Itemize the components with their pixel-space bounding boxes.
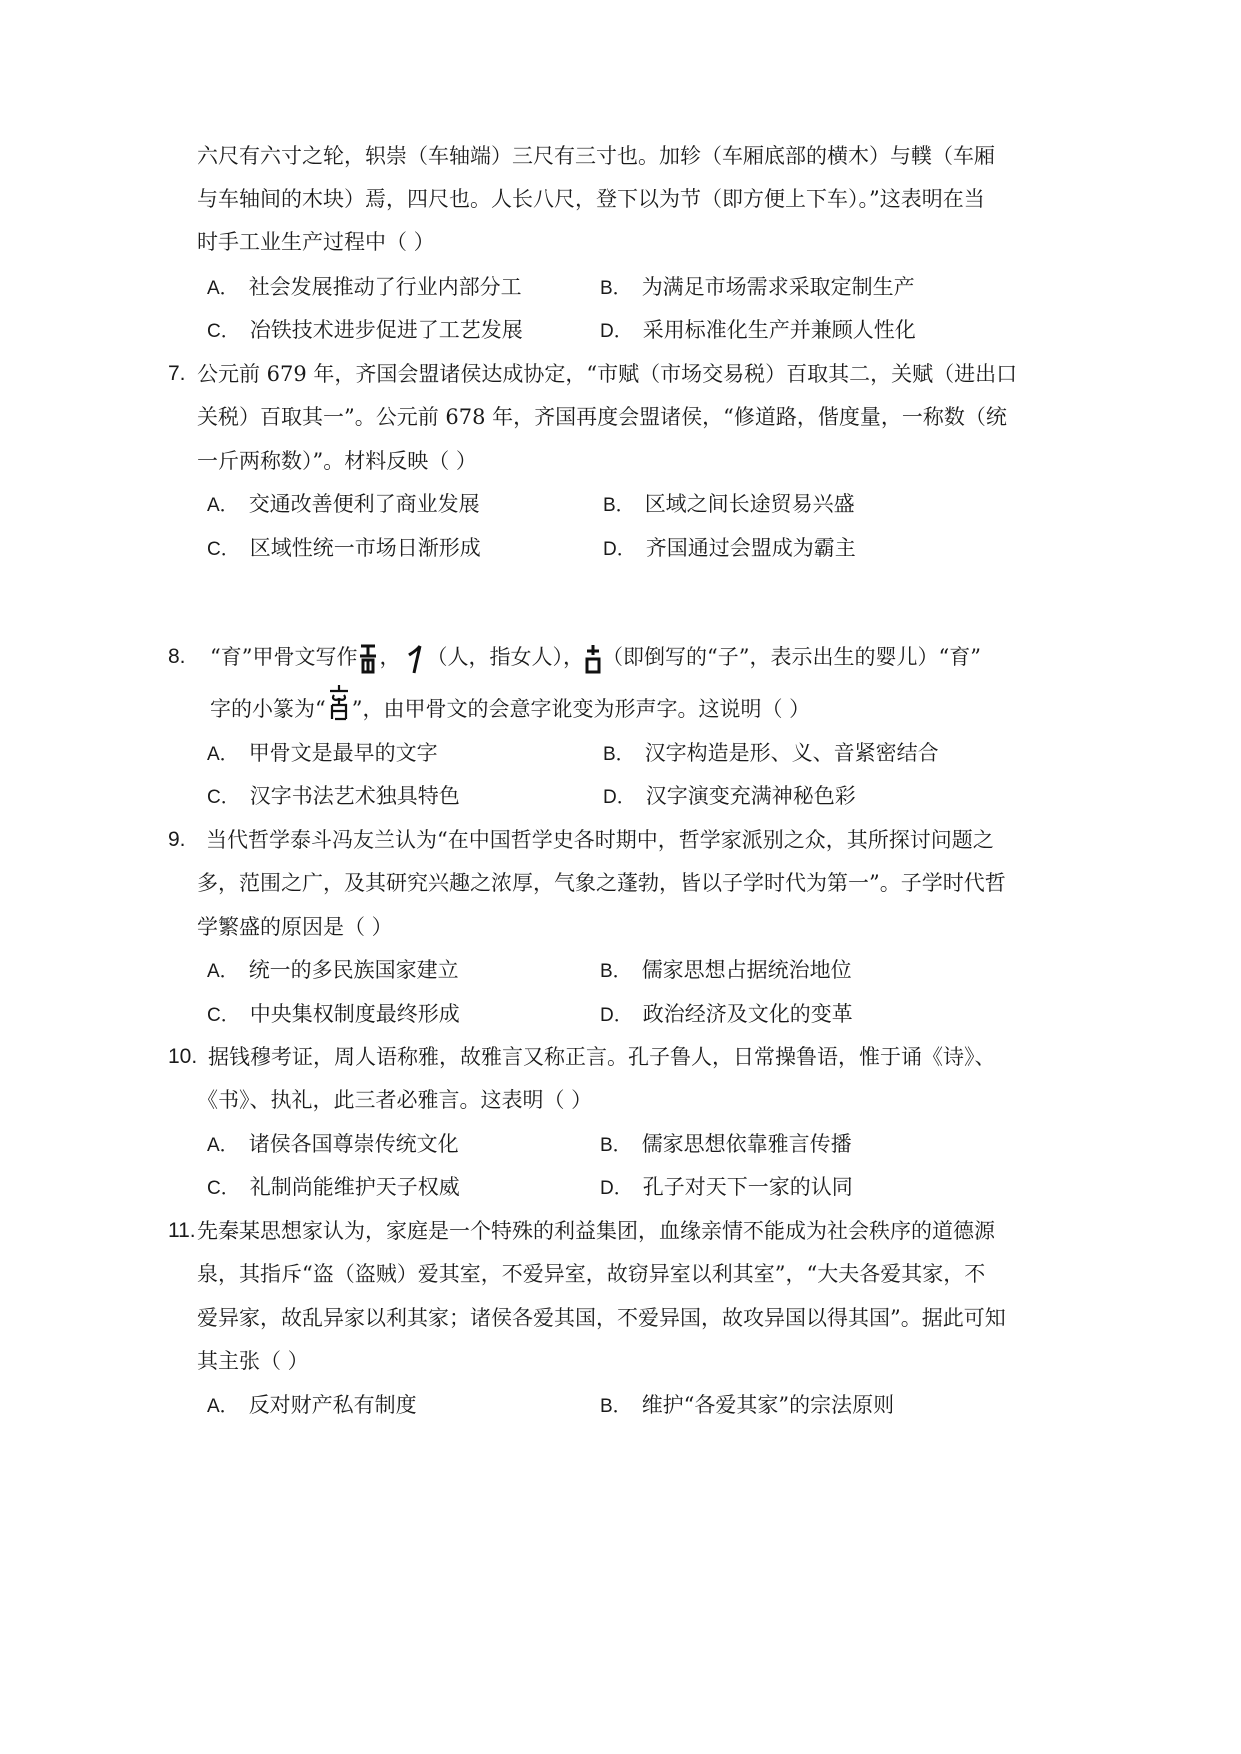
option-letter: D．: [600, 1178, 633, 1199]
option-letter: C．: [207, 1005, 240, 1026]
q7-option-c: [207, 533, 481, 565]
option-text: 汉字构造是形、义、音紧密结合: [644, 741, 939, 765]
q8-text-d: （即倒写的“子”，表示出生的婴儿）“育”: [601, 645, 981, 669]
q8-text-c: （人，指女人），: [426, 645, 584, 669]
q7-option-a: [207, 489, 480, 521]
q9-option-b: [600, 955, 852, 987]
q6-option-d: [600, 315, 916, 347]
q6-option-b: [600, 272, 915, 304]
option-letter: D．: [603, 787, 636, 808]
q10-option-a: [207, 1129, 459, 1161]
option-text: 为满足市场需求采取定制生产: [641, 275, 915, 299]
q6-line-3: 时手工业生产过程中（ ）: [197, 230, 435, 254]
q11-option-a: [207, 1390, 417, 1422]
q8-text-f: ”，由甲骨文的会意字讹变为形声字。这说明（ ）: [351, 697, 811, 721]
option-text: 政治经济及文化的变革: [642, 1002, 853, 1026]
q8-text-a: “育”甲骨文写作: [210, 645, 358, 669]
option-text: 汉字书法艺术独具特色: [249, 784, 460, 808]
oracle-ren-glyph-icon: [406, 643, 426, 675]
q8-option-c: [207, 781, 460, 813]
option-text: 反对财产私有制度: [248, 1393, 417, 1417]
q8-text-b: ，: [379, 645, 401, 669]
q9-line-2: 多，范围之广，及其研究兴趣之浓厚，气象之蓬勃，皆以子学时代为第一”。子学时代哲: [197, 871, 1006, 895]
q11-number: 11.: [168, 1219, 196, 1242]
q9-line-1: 当代哲学泰斗冯友兰认为“在中国哲学史各时期中，哲学家派别之众，其所探讨问题之: [206, 828, 994, 852]
q10-line-2: 《书》、执礼，此三者必雅言。这表明（ ）: [197, 1088, 593, 1112]
q6-option-c: [207, 315, 523, 347]
q9-option-a: [207, 955, 459, 987]
option-letter: B．: [603, 744, 635, 765]
q8-text-e: 字的小篆为“: [210, 697, 326, 721]
option-letter: A．: [207, 1396, 239, 1417]
q7-option-d: [603, 533, 856, 565]
option-text: 区域之间长途贸易兴盛: [644, 492, 855, 516]
option-text: 儒家思想依靠雅言传播: [641, 1132, 852, 1156]
option-text: 维护“各爱其家”的宗法原则: [641, 1393, 895, 1417]
option-letter: A．: [207, 744, 239, 765]
q9-option-d: [600, 999, 853, 1031]
q10-option-b: [600, 1129, 852, 1161]
q6-line-2: 与车轴间的木块）焉，四尺也。人长八尺，登下以为节（即方便上下车）。”这表明在当: [197, 187, 985, 211]
q8-number: 8.: [168, 645, 186, 668]
q11-line-2: 泉，其指斥“盗（盗贼）爱其室，不爱异室，故窃异室以利其室”，“大夫各爱其家，不: [197, 1262, 986, 1286]
q9-number: 9.: [168, 828, 186, 851]
option-text: 诸侯各国尊崇传统文化: [248, 1132, 459, 1156]
option-letter: B．: [603, 495, 635, 516]
q9-option-c: [207, 999, 460, 1031]
q9-line-3: 学繁盛的原因是（ ）: [197, 915, 393, 939]
q8-line-2: [210, 694, 810, 724]
q10-line-1: 据钱穆考证，周人语称雅，故雅言又称正言。孔子鲁人，日常操鲁语，惟于诵《诗》、: [208, 1045, 996, 1069]
option-letter: D．: [600, 1005, 633, 1026]
option-text: 中央集权制度最终形成: [249, 1002, 460, 1026]
q10-number: 10.: [168, 1045, 198, 1068]
q11-line-4: 其主张（ ）: [197, 1349, 309, 1373]
option-letter: A．: [207, 495, 239, 516]
q11-line-1: 先秦某思想家认为，家庭是一个特殊的利益集团，血缘亲情不能成为社会秩序的道德源: [197, 1219, 995, 1243]
option-text: 社会发展推动了行业内部分工: [248, 275, 522, 299]
option-letter: B．: [600, 1396, 632, 1417]
option-letter: C．: [207, 539, 240, 560]
option-text: 采用标准化生产并兼顾人性化: [642, 318, 916, 342]
q11-line-3: 爱异家，故乱异家以利其家；诸侯各爱其国，不爱异国，故攻异国以得其国”。据此可知: [197, 1306, 1006, 1330]
q7-number: 7.: [168, 362, 186, 385]
option-letter: B．: [600, 1135, 632, 1156]
option-letter: A．: [207, 961, 239, 982]
option-text: 汉字演变充满神秘色彩: [645, 784, 856, 808]
option-letter: B．: [600, 278, 632, 299]
option-letter: B．: [600, 961, 632, 982]
option-text: 统一的多民族国家建立: [248, 958, 459, 982]
seal-script-yu-glyph-icon: [326, 683, 352, 723]
q11-option-b: [600, 1390, 894, 1422]
option-text: 礼制尚能维护天子权威: [249, 1175, 460, 1199]
option-text: 齐国通过会盟成为霸主: [645, 536, 856, 560]
option-letter: D．: [600, 321, 633, 342]
option-letter: D．: [603, 539, 636, 560]
oracle-yu-glyph-icon: [357, 643, 379, 675]
option-text: 甲骨文是最早的文字: [248, 741, 438, 765]
q8-option-b: [603, 738, 939, 770]
option-letter: C．: [207, 1178, 240, 1199]
q7-line-1: 公元前 679 年，齐国会盟诸侯达成协定，“市赋（市场交易税）百取其二，关赋（进出口: [197, 362, 1018, 386]
q7-line-3: 一斤两称数）”。材料反映（ ）: [197, 449, 477, 473]
q7-line-2: 关税）百取其一”。公元前 678 年，齐国再度会盟诸侯，“修道路，偕度量，一称数（统: [197, 405, 1007, 429]
option-letter: A．: [207, 1135, 239, 1156]
q6-option-a: [207, 272, 522, 304]
option-text: 孔子对天下一家的认同: [642, 1175, 853, 1199]
q6-line-1: 六尺有六寸之轮，轵崇（车轴端）三尺有三寸也。加轸（车厢底部的横木）与轐（车厢: [197, 144, 995, 168]
option-text: 交通改善便利了商业发展: [248, 492, 480, 516]
q8-line-1: [210, 642, 981, 675]
oracle-zi-glyph-icon: [584, 643, 602, 675]
q8-option-a: [207, 738, 438, 770]
option-text: 儒家思想占据统治地位: [641, 958, 852, 982]
option-text: 区域性统一市场日渐形成: [249, 536, 481, 560]
option-letter: C．: [207, 321, 240, 342]
option-letter: A．: [207, 278, 239, 299]
q10-option-d: [600, 1172, 853, 1204]
option-text: 冶铁技术进步促进了工艺发展: [249, 318, 523, 342]
q8-option-d: [603, 781, 856, 813]
q7-option-b: [603, 489, 855, 521]
q10-option-c: [207, 1172, 460, 1204]
option-letter: C．: [207, 787, 240, 808]
